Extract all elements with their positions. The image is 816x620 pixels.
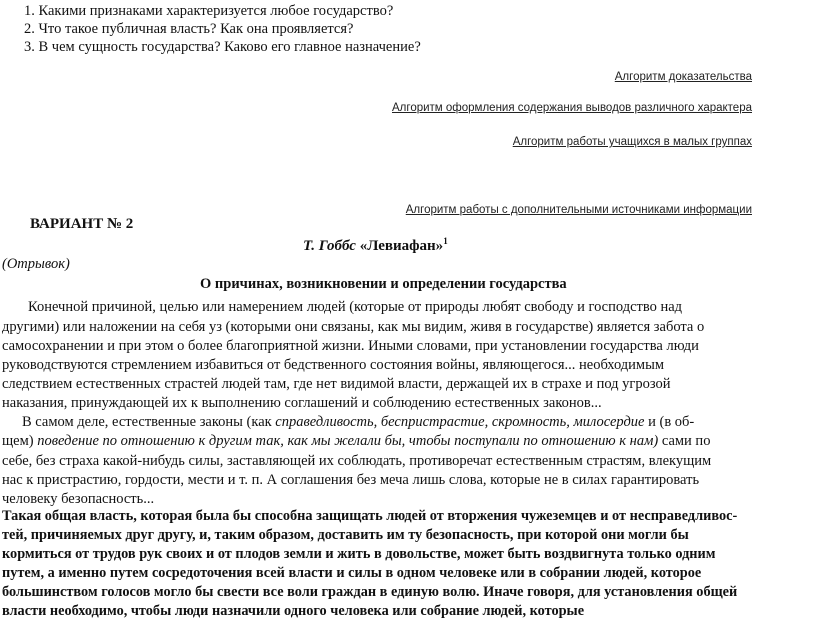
paragraph-2-line — [2, 432, 710, 452]
paragraph-2-text: щем) — [2, 433, 38, 449]
excerpt-label: (Отрывок) — [2, 256, 70, 272]
footnote-mark: 1 — [443, 236, 448, 246]
paragraph-3-line: тей, причиняемых друг другу, и, таким образом, доставить им ту безопасность, при которой они могли бы — [2, 527, 689, 543]
paragraph-2-italic: справедливость, беспристрастие, скромность, милосердие — [275, 414, 645, 430]
link-sources-algorithm[interactable]: Алгоритм работы с дополнительными источниками информации — [405, 204, 752, 216]
paragraph-2-line — [22, 413, 694, 433]
link-proof-algorithm[interactable]: Алгоритм доказательства — [614, 71, 752, 83]
paragraph-2-text: и (в об- — [644, 414, 695, 430]
author-line — [303, 236, 448, 255]
paragraph-1-line: руководствуются стремлением избавиться от бедственного состояния войны, являющегося... необходимым — [2, 357, 665, 373]
paragraph-3-line: путем, а именно путем сосредоточения всей власти и силы в одном человеке или в собрании людей, которое — [2, 565, 702, 581]
paragraph-2-line: человеку безопасность... — [2, 491, 155, 507]
paragraph-1-line: самосохранении и при этом о более благоприятной жизни. Иными словами, при установлении государства люди — [2, 338, 699, 354]
section-title: О причинах, возникновении и определении государства — [200, 276, 567, 292]
paragraph-1-line: Конечной причиной, целью или намерением людей (которые от природы любят свободу и господство над — [28, 299, 683, 315]
paragraph-2-line: себе, без страха какой-нибудь силы, заставляющей их соблюдать, противоречат естественным страстям, влекущим — [2, 453, 712, 469]
paragraph-3-line: большинством голосов могло бы свести все воли граждан в единую волю. Иначе говоря, для установления общей — [2, 584, 738, 600]
paragraph-2-text: сами по — [658, 433, 711, 449]
paragraph-2-line: нас к пристрастию, гордости, мести и т. п. А соглашения без меча лишь слова, которые не в силах гарантировать — [2, 472, 700, 488]
question-2: 2. Что такое публичная власть? Как она проявляется? — [24, 21, 354, 37]
paragraph-2-text: В самом деле, естественные законы (как — [22, 414, 276, 430]
paragraph-2-italic: поведение по отношению к другим так, как мы желали бы, чтобы поступали по отношению к нам) — [37, 433, 659, 449]
paragraph-3-line: Такая общая власть, которая была бы способна защищать людей от вторжения чужеземцев и от несправедливос- — [2, 508, 738, 524]
paragraph-3-line: власти необходимо, чтобы люди назначили одного человека или собрание людей, которые — [2, 603, 585, 619]
link-small-groups-algorithm[interactable]: Алгоритм работы учащихся в малых группах — [512, 136, 752, 148]
paragraph-1-line: наказания, принуждающей их к выполнению соглашений и соблюдению естественных законов... — [2, 395, 602, 411]
paragraph-1-line: другими) или наложении на себя уз (которыми они связаны, как мы видим, живя в государстве) является забота о — [2, 319, 705, 335]
paragraph-1-line: следствием естественных страстей людей там, где нет видимой власти, держащей их в страхе и под угрозой — [2, 376, 671, 392]
author-name: Т. Гоббс — [303, 238, 356, 254]
paragraph-3-line: кормиться от трудов рук своих и от плодов земли и жить в довольстве, может быть воздвигнута только одним — [2, 546, 716, 562]
variant-heading: ВАРИАНТ № 2 — [30, 216, 134, 232]
work-title: «Левиафан» — [359, 238, 444, 254]
question-1: 1. Какими признаками характеризуется любое государство? — [24, 3, 394, 19]
link-conclusions-algorithm[interactable]: Алгоритм оформления содержания выводов различного характера — [392, 102, 752, 114]
question-3: 3. В чем сущность государства? Каково его главное назначение? — [24, 39, 421, 55]
